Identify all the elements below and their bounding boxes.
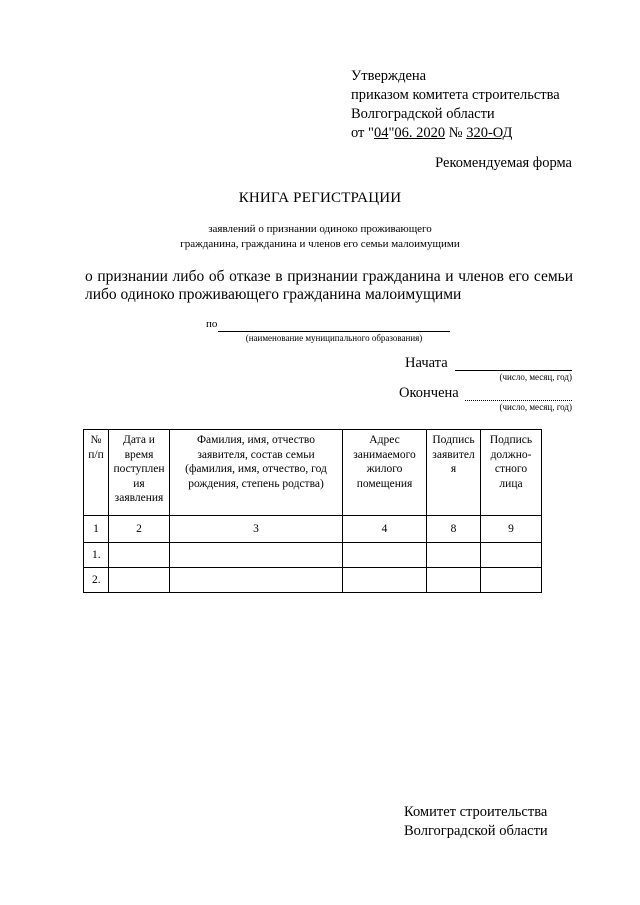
footer-signature-block (404, 803, 548, 841)
table-cell (170, 568, 343, 593)
purpose-paragraph: о признании либо об отказе в признании гражданина и членов его семьи либо одиноко проживающего гражданина малоимущими (85, 268, 573, 303)
header-cell-applicant: Фамилия, имя, отчество заявителя, состав семьи (фамилия, имя, отчество, год рождения, степень родства) (170, 430, 343, 516)
table-cell (481, 543, 542, 568)
date-quote: " (388, 125, 395, 141)
table-cell (427, 543, 481, 568)
document-subtitle (0, 222, 640, 252)
started-label: Начата (405, 355, 448, 371)
footer-line-1: Комитет строительства (404, 804, 548, 820)
registration-table (83, 429, 542, 593)
recommended-form-label: Рекомендуемая форма (435, 155, 572, 171)
date-day: 04 (373, 125, 389, 141)
column-number: 2 (109, 516, 170, 543)
table-cell: 2. (84, 568, 109, 593)
column-number: 9 (481, 516, 542, 543)
column-number: 1 (84, 516, 109, 543)
header-cell-official-signature: Подпись должно- стного лица (481, 430, 542, 516)
number-prefix: № (445, 125, 467, 141)
table-row (84, 543, 542, 568)
table-cell (427, 568, 481, 593)
approval-block (351, 67, 560, 143)
approval-date-line (351, 124, 560, 143)
approval-line-1: Утверждена (351, 68, 427, 84)
municipality-field-line (218, 331, 450, 332)
header-cell-number: № п/п (84, 430, 109, 516)
started-date-note: (число, месяц, год) (499, 372, 572, 382)
column-number: 8 (427, 516, 481, 543)
table-header-row (84, 430, 542, 516)
ended-label: Окончена (399, 385, 459, 401)
table-cell (343, 543, 427, 568)
header-cell-applicant-signature: Подпись заявител я (427, 430, 481, 516)
ended-date-note: (число, месяц, год) (499, 402, 572, 412)
footer-line-2: Волгоградской области (404, 823, 548, 839)
column-number: 3 (170, 516, 343, 543)
order-number: 320-ОД (466, 125, 513, 141)
header-cell-date: Дата и время поступлен ия заявления (109, 430, 170, 516)
document-title: КНИГА РЕГИСТРАЦИИ (238, 190, 402, 206)
approval-line-2: приказом комитета строительства (351, 87, 560, 103)
approval-line-3: Волгоградской области (351, 106, 495, 122)
subtitle-line-1: заявлений о признании одиноко проживающего (208, 223, 432, 235)
table-cell (170, 543, 343, 568)
date-month-year: 06. 2020 (394, 125, 446, 141)
table-cell (481, 568, 542, 593)
header-cell-address: Адрес занимаемого жилого помещения (343, 430, 427, 516)
started-date-line (455, 370, 572, 371)
column-number: 4 (343, 516, 427, 543)
table-cell (343, 568, 427, 593)
table-cell (109, 543, 170, 568)
municipality-field-note: (наименование муниципального образования) (245, 333, 423, 343)
ended-date-line (465, 400, 572, 401)
table-cell: 1. (84, 543, 109, 568)
table-cell (109, 568, 170, 593)
po-label: по (206, 318, 218, 330)
table-row (84, 568, 542, 593)
date-prefix: от " (351, 125, 374, 141)
column-number-row (84, 516, 542, 543)
subtitle-line-2: гражданина, гражданина и членов его семьи малоимущими (180, 238, 460, 250)
